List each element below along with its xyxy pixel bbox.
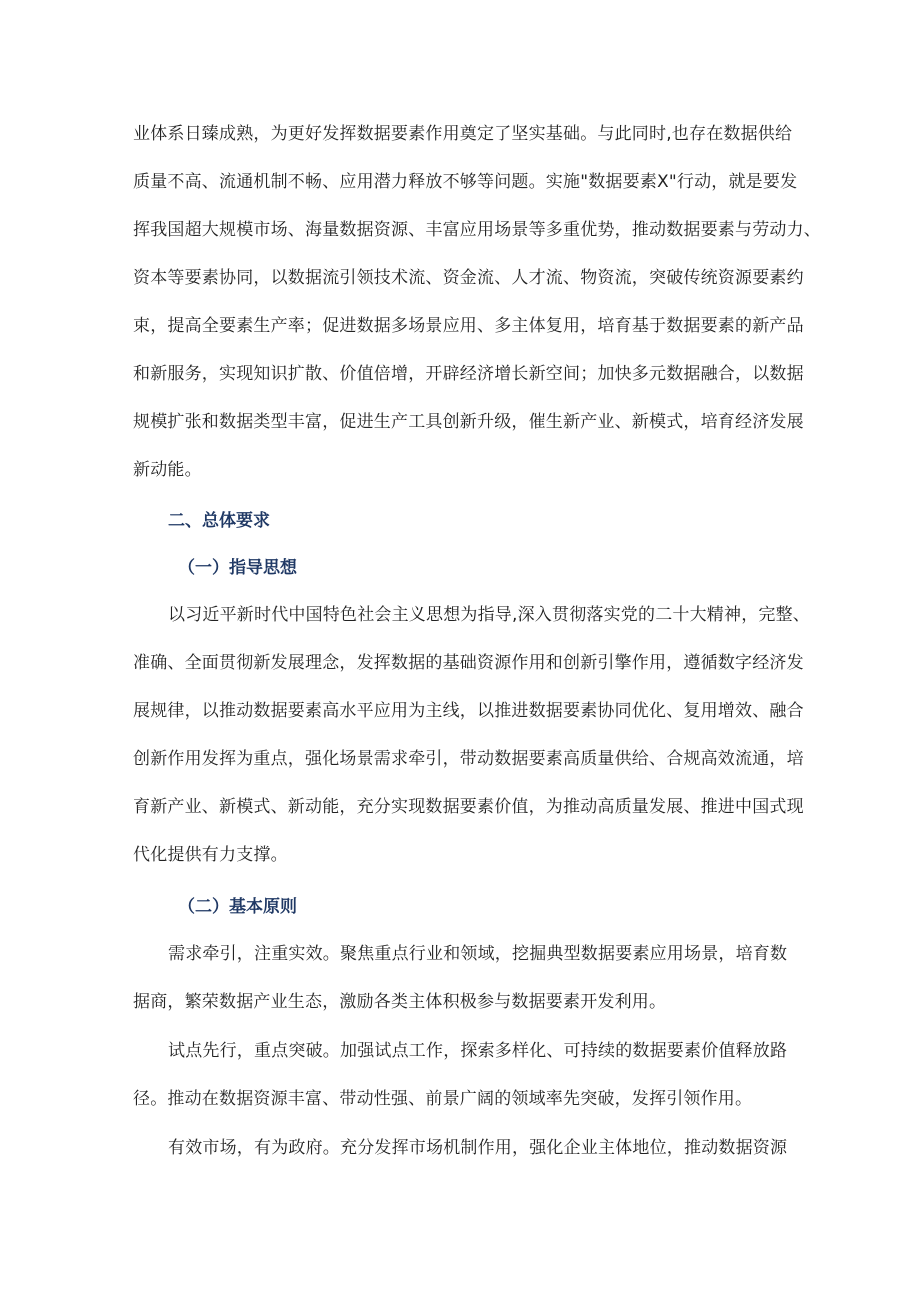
- sub1-line-1: 以习近平新时代中国特色社会主义思想为指导,深入贯彻落实党的二十大精神，完整、: [168, 605, 811, 625]
- sub1-line-6: 代化提供有力支撑。: [133, 845, 288, 865]
- para1-line-5: 束，提高全要素生产率；促进数据多场景应用、多主体复用，培育基于数据要素的新产品: [133, 316, 804, 336]
- principle3-line-1: 有效市场，有为政府。充分发挥市场机制作用，强化企业主体地位，推动数据资源: [168, 1138, 788, 1158]
- para1-line-4: 资本等要素协同，以数据流引领技术流、资金流、人才流、物资流，突破传统资源要素约: [133, 268, 804, 288]
- para1-line-2: 质量不高、流通机制不畅、应用潜力释放不够等问题。实施"数据要素X"行动，就是要发: [133, 172, 798, 192]
- para1-line-7: 规模扩张和数据类型丰富，促进生产工具创新升级，催生新产业、新模式，培育经济发展: [133, 412, 804, 432]
- principle2-line-1: 试点先行，重点突破。加强试点工作，探索多样化、可持续的数据要素价值释放路: [168, 1041, 788, 1061]
- para1-line-8: 新动能。: [133, 460, 202, 480]
- sub1-line-2: 准确、全面贯彻新发展理念，发挥数据的基础资源作用和创新引擎作用，遵循数字经济发: [133, 653, 804, 673]
- sub1-line-5: 育新产业、新模式、新动能，充分实现数据要素价值，为推动高质量发展、推进中国式现: [133, 797, 804, 817]
- para1-line-1: 业体系日臻成熟，为更好发挥数据要素作用奠定了坚实基础。与此同时,也存在数据供给: [133, 124, 793, 144]
- para1-line-3: 挥我国超大规模市场、海量数据资源、丰富应用场景等多重优势，推动数据要素与劳动力、: [133, 220, 821, 240]
- principle1-line-1: 需求牵引，注重实效。聚焦重点行业和领域，挖掘典型数据要素应用场景，培育数: [168, 944, 788, 964]
- section-heading-general-requirements: 二、总体要求: [168, 511, 270, 531]
- principle2-line-2: 径。推动在数据资源丰富、带动性强、前景广阔的领域率先突破，发挥引领作用。: [133, 1089, 753, 1109]
- subsection-heading-basic-principles: （二）基本原则: [178, 897, 297, 917]
- sub1-line-3: 展规律，以推动数据要素高水平应用为主线，以推进数据要素协同优化、复用增效、融合: [133, 701, 804, 721]
- principle1-line-2: 据商，繁荣数据产业生态，激励各类主体积极参与数据要素开发利用。: [133, 992, 667, 1012]
- sub1-line-4: 创新作用发挥为重点，强化场景需求牵引，带动数据要素高质量供给、合规高效流通，培: [133, 749, 804, 769]
- subsection-heading-guiding-ideology: （一）指导思想: [178, 558, 297, 578]
- para1-line-6: 和新服务，实现知识扩散、价值倍增，开辟经济增长新空间；加快多元数据融合，以数据: [133, 364, 804, 384]
